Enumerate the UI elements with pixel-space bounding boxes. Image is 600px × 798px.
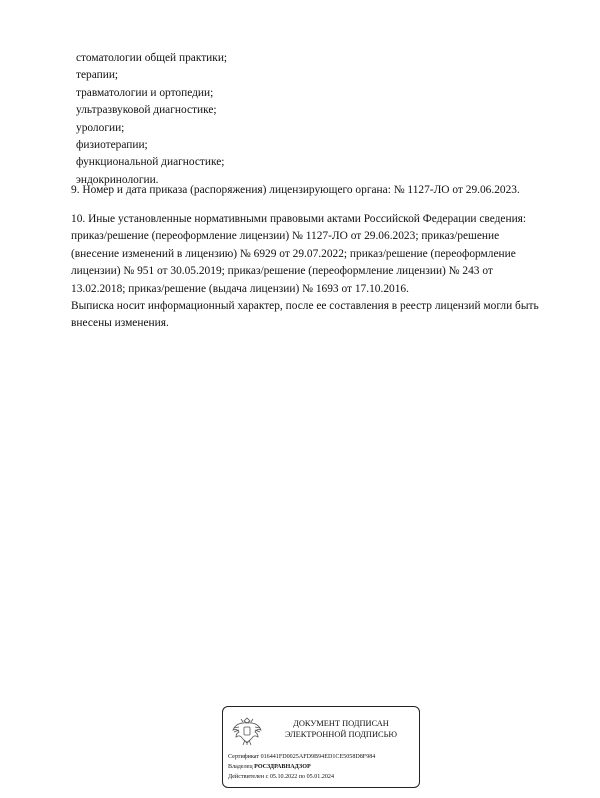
coat-of-arms-icon — [230, 713, 264, 747]
list-item: эндокринологии. — [76, 173, 159, 186]
certificate-value: 016441FD0025AFD9B94ED1CE5058D8F984 — [260, 754, 376, 760]
list-item: стоматологии общей практики; — [76, 52, 228, 64]
stamp-title — [271, 718, 411, 740]
list-item: физиотерапии; — [76, 139, 148, 152]
other-info-paragraph — [71, 211, 571, 298]
stamp-title-line: ЭЛЕКТРОННОЙ ПОДПИСЬЮ — [284, 730, 398, 739]
electronic-signature-stamp — [222, 706, 420, 788]
certificate-row — [228, 752, 415, 762]
paragraph-line: Выписка носит информационный характер, после ее составления в реестр лицензий могли быть — [71, 300, 539, 312]
stamp-details — [228, 752, 415, 783]
certificate-label: Сертификат — [228, 754, 260, 760]
owner-label: Владелец — [228, 764, 253, 771]
paragraph-line: внесены изменения. — [71, 317, 169, 330]
owner-value: РОСЗДРАВНАДЗОР — [254, 764, 311, 771]
owner-row — [228, 762, 415, 772]
list-item: терапии; — [76, 69, 119, 82]
paragraph-line: 10. Иные установленные нормативными правовыми актами Российской Федерации сведения: — [71, 213, 527, 225]
list-item: травматологии и ортопедии; — [76, 86, 214, 99]
paragraph-line: (внесение изменений в лицензию) № 6929 от 29.07.2022; приказ/решение (переоформление — [71, 247, 516, 260]
paragraph-line: лицензии) № 951 от 30.05.2019; приказ/решение (переоформление лицензии) № 243 от — [71, 265, 493, 278]
disclaimer-paragraph — [71, 298, 571, 333]
paragraph-line: приказ/решение (переоформление лицензии) № 1127-ЛО от 29.06.2023; приказ/решение — [71, 230, 500, 243]
list-item: функциональной диагностике; — [76, 156, 225, 169]
specialties-list — [76, 50, 227, 189]
stamp-title-line: ДОКУМЕНТ ПОДПИСАН — [293, 719, 389, 728]
order-number-paragraph: 9. Номер и дата приказа (распоряжения) лицензирующего органа: № 1127-ЛО от 29.06.2023. — [71, 184, 520, 196]
list-item: урологии; — [76, 121, 125, 134]
validity-row: Действителен с 05.10.2022 по 05.01.2024 — [228, 774, 335, 781]
paragraph-line: 13.02.2018; приказ/решение (выдача лицензии) № 1693 от 17.10.2016. — [71, 282, 409, 295]
list-item: ультразвуковой диагностике; — [76, 104, 217, 117]
